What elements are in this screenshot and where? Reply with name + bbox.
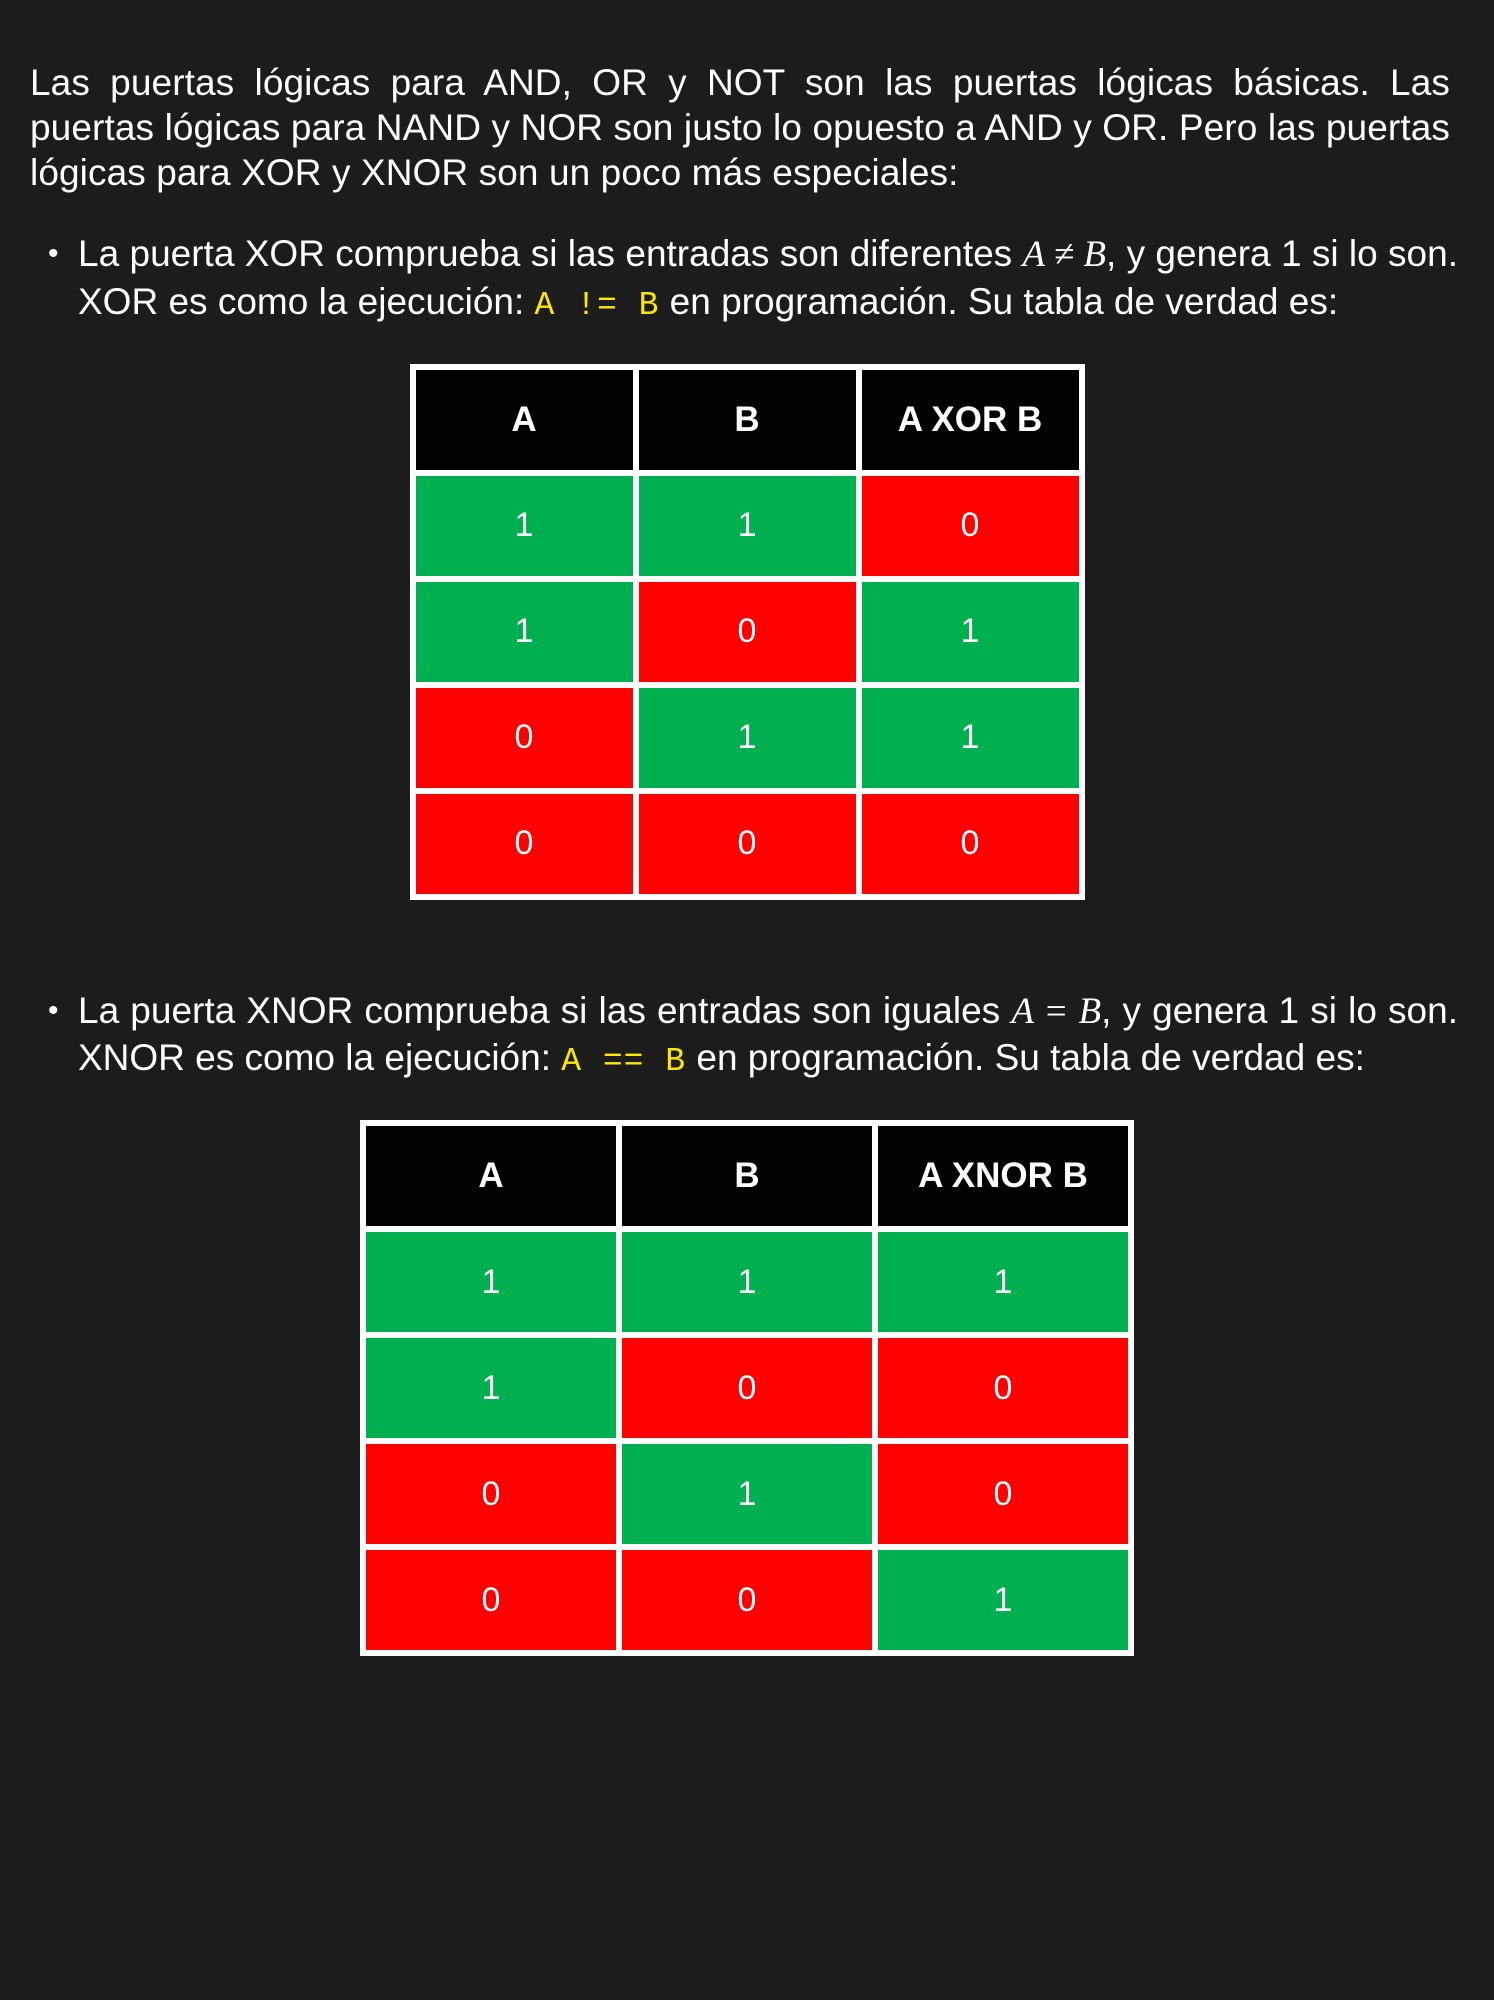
table-row — [363, 1335, 1131, 1441]
xnor-cell-r3c2: 1 — [875, 1547, 1131, 1653]
xor-cell-r1c2: 1 — [859, 579, 1082, 685]
table-row — [413, 579, 1082, 685]
xor-cell-r3c2: 0 — [859, 791, 1082, 897]
xor-cell-r3c1: 0 — [636, 791, 859, 897]
section-spacer — [30, 934, 1464, 988]
bullet-xnor-text-part2: , y genera 1 si lo son. XNOR es como la ejecución: — [78, 989, 1458, 1079]
bullet-xor-text-part2: , y genera 1 si lo son. XOR es como la ejecución: — [78, 233, 1458, 322]
xnor-cell-r0c1: 1 — [619, 1229, 875, 1335]
table-row — [363, 1441, 1131, 1547]
bullet-xor-math: A ≠ B — [1022, 234, 1106, 276]
xnor-cell-r2c1: 1 — [619, 1441, 875, 1547]
xor-cell-r1c0: 1 — [413, 579, 636, 685]
bullet-marker: • — [48, 237, 59, 271]
xor-cell-r1c1: 0 — [636, 579, 859, 685]
bullet-xnor — [30, 988, 1464, 1083]
bullet-marker: • — [48, 993, 59, 1027]
xnor-header-a: A — [363, 1123, 619, 1229]
xor-header-b: B — [636, 367, 859, 473]
bullet-xor-text — [78, 231, 1458, 326]
xor-table-container — [30, 364, 1464, 900]
xnor-cell-r0c0: 1 — [363, 1229, 619, 1335]
bullet-xor-code: A != B — [534, 286, 660, 324]
table-header-row — [363, 1123, 1131, 1229]
xor-cell-r0c0: 1 — [413, 473, 636, 579]
xor-cell-r3c0: 0 — [413, 791, 636, 897]
table-header-row — [413, 367, 1082, 473]
xnor-cell-r2c0: 0 — [363, 1441, 619, 1547]
bullet-xnor-text-part1: La puerta XNOR comprueba si las entradas son iguales — [78, 989, 1012, 1031]
xnor-cell-r3c1: 0 — [619, 1547, 875, 1653]
xnor-cell-r0c2: 1 — [875, 1229, 1131, 1335]
xnor-table-container — [30, 1120, 1464, 1656]
table-row — [413, 685, 1082, 791]
xnor-cell-r1c1: 0 — [619, 1335, 875, 1441]
xor-truth-table — [410, 364, 1085, 900]
bullet-xnor-text — [78, 988, 1458, 1083]
xor-cell-r2c2: 1 — [859, 685, 1082, 791]
xnor-truth-table — [360, 1120, 1134, 1656]
xor-header-result: A XOR B — [859, 367, 1082, 473]
intro-paragraph: Las puertas lógicas para AND, OR y NOT son las puertas lógicas básicas. Las puertas lógicas para NAND y NOR son justo lo opuesto a AND y OR. Pero las puertas lógicas para XOR y XNOR son un poco más especiales: — [30, 62, 1450, 194]
xnor-cell-r3c0: 0 — [363, 1547, 619, 1653]
xor-cell-r2c0: 0 — [413, 685, 636, 791]
xor-cell-r0c1: 1 — [636, 473, 859, 579]
xor-cell-r2c1: 1 — [636, 685, 859, 791]
xnor-header-result: A XNOR B — [875, 1123, 1131, 1229]
bullet-xor — [30, 231, 1464, 326]
table-row — [363, 1229, 1131, 1335]
xor-cell-r0c2: 0 — [859, 473, 1082, 579]
bullet-xor-text-part3: en programación. Su tabla de verdad es: — [659, 280, 1339, 322]
table-row — [413, 791, 1082, 897]
table-row — [413, 473, 1082, 579]
bullet-xnor-math: A = B — [1011, 990, 1102, 1032]
bullet-xnor-code: A == B — [561, 1043, 687, 1081]
xnor-cell-r1c0: 1 — [363, 1335, 619, 1441]
bullet-xor-text-part1: La puerta XOR comprueba si las entradas son diferentes — [78, 233, 1023, 275]
bullet-xnor-text-part3: en programación. Su tabla de verdad es: — [686, 1037, 1365, 1079]
xnor-header-b: B — [619, 1123, 875, 1229]
xnor-cell-r1c2: 0 — [875, 1335, 1131, 1441]
xnor-cell-r2c2: 0 — [875, 1441, 1131, 1547]
table-row — [363, 1547, 1131, 1653]
xor-header-a: A — [413, 367, 636, 473]
